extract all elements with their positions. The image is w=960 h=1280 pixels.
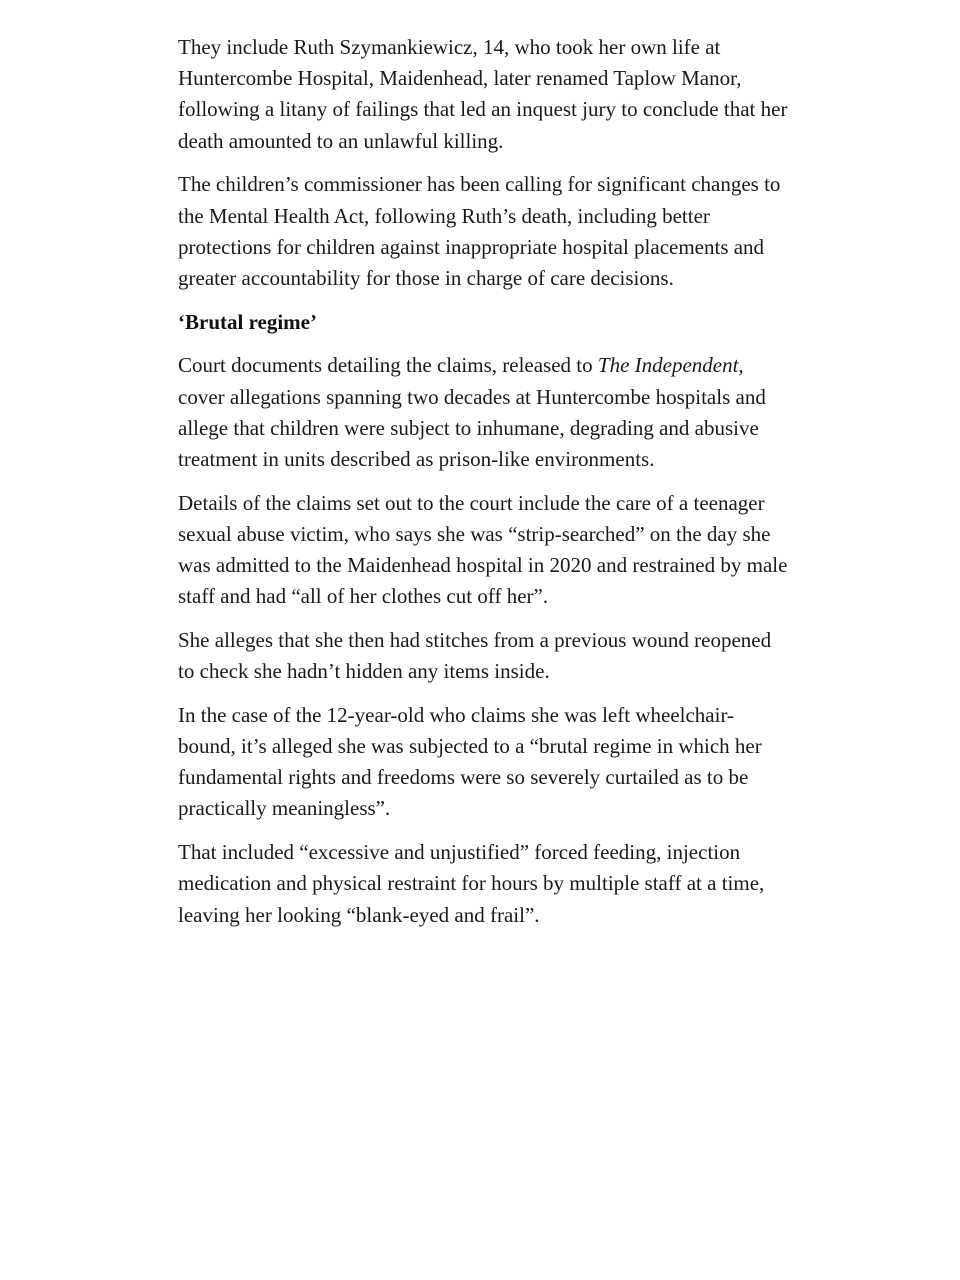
paragraph-ruth-szymankiewicz: They include Ruth Szymankiewicz, 14, who took her own life at Huntercombe Hospital, Maidenhead, later renamed Taplow Manor, following a litany of failings that led an inquest jury to conclude that her death amounted to an unlawful killing. bbox=[178, 35, 788, 153]
subheading-brutal-regime: ‘Brutal regime’ bbox=[178, 309, 317, 334]
paragraph-stitches: She alleges that she then had stitches from a previous wound reopened to check she hadn’t hidden any items inside. bbox=[178, 627, 772, 684]
paragraph-wheelchair-bound: In the case of the 12-year-old who claims she was left wheelchair-bound, it’s alleged she was subjected to a “brutal regime in which her fundamental rights and freedoms were so severely curtailed as to be practically meaningless”. bbox=[178, 702, 762, 821]
paragraph-court-documents bbox=[178, 350, 788, 475]
paragraph-childrens-commissioner: The children’s commissioner has been calling for significant changes to the Mental Health Act, following Ruth’s death, including better protections for children against inappropriate hospital placements and greater accountability for those in charge of care decisions. bbox=[178, 172, 781, 290]
court-text-before: Court documents detailing the claims, released to bbox=[178, 353, 598, 378]
article-body bbox=[178, 32, 788, 943]
paragraph-strip-searched: Details of the claims set out to the court include the care of a teenager sexual abuse victim, who says she was “strip-searched” on the day she was admitted to the Maidenhead hospital in 2020 and restrained by male staff and had “all of her clothes cut off her”. bbox=[178, 490, 788, 609]
publication-name: The Independent, bbox=[597, 353, 744, 378]
court-text-after: cover allegations spanning two decades at Huntercombe hospitals and allege that children were subject to inhumane, degrading and abusive treatment in units described as prison-like environments. bbox=[178, 384, 766, 471]
paragraph-forced-feeding: That included “excessive and unjustified” forced feeding, injection medication and physical restraint for hours by multiple staff at a time, leaving her looking “blank-eyed and frail”. bbox=[178, 840, 765, 927]
